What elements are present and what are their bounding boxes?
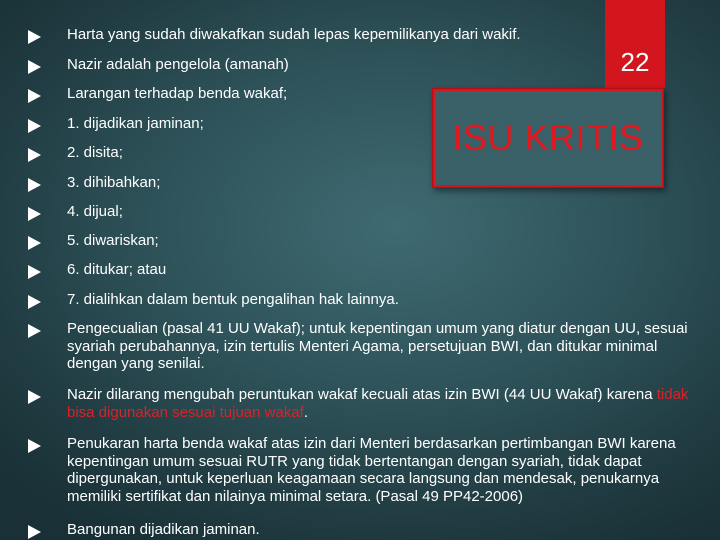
list-item: 4. dijual; (28, 203, 698, 221)
list-item: 6. ditukar; atau (28, 261, 698, 279)
bullet-arrow-icon (28, 30, 41, 44)
bullet-arrow-icon (28, 236, 41, 250)
bullet-arrow-icon (28, 119, 41, 133)
bullet-text-with-highlight: Nazir dilarang mengubah peruntukan wakaf kecuali atas izin BWI (44 UU Wakaf) karena tidak bisa digunakan sesuai tujuan wakaf. (67, 386, 689, 421)
list-item: 7. dialihkan dalam bentuk pengalihan hak lainnya. (28, 291, 698, 309)
callout-text: ISU KRITIS (452, 117, 644, 158)
bullet-arrow-icon (28, 295, 41, 309)
list-item: 5. diwariskan; (28, 232, 698, 250)
bullet-arrow-icon (28, 178, 41, 192)
page-number-tab (605, 0, 665, 88)
bullet-arrow-icon (28, 390, 41, 404)
list-item: Harta yang sudah diwakafkan sudah lepas kepemilikanya dari wakif. (28, 26, 698, 44)
list-item: Bangunan dijadikan jaminan. (28, 521, 698, 539)
bullet-arrow-icon (28, 525, 41, 539)
bullet-arrow-icon (28, 60, 41, 74)
list-item: Larangan terhadap benda wakaf; (28, 85, 698, 103)
bullet-arrow-icon (28, 324, 41, 338)
bullet-arrow-icon (28, 265, 41, 279)
isu-kritis-callout (432, 88, 664, 188)
bullet-arrow-icon (28, 89, 41, 103)
list-item: 3. dihibahkan; (28, 174, 698, 192)
list-item: 1. dijadikan jaminan; (28, 115, 698, 133)
list-item: 2. disita; (28, 144, 698, 162)
bullet-arrow-icon (28, 148, 41, 162)
page-number: 22 (620, 47, 650, 77)
bullet-arrow-icon (28, 439, 41, 453)
list-item (28, 386, 698, 421)
highlight-text: tidak bisa digunakan sesuai tujuan wakaf (67, 386, 689, 421)
list-item: Nazir adalah pengelola (amanah) (28, 56, 698, 74)
list-item: Pengecualian (pasal 41 UU Wakaf); untuk kepentingan umum yang diatur dengan UU, sesuai syariah perubahannya, izin tertulis Menteri Agama, persetujuan BWI, dan ditukar minimal dengan yang senilai. (28, 320, 698, 373)
list-item: Penukaran harta benda wakaf atas izin dari Menteri berdasarkan pertimbangan BWI karena kepentingan umum sesuai RUTR yang tidak bertentangan dengan syariah, tidak dapat dipergunakan, untuk keperluan keagamaan secara langsung dan mendesak, penukarnya memiliki sertifikat dan nilainya minimal setara. (Pasal 49 PP42-2006) (28, 435, 698, 505)
bullet-arrow-icon (28, 207, 41, 221)
